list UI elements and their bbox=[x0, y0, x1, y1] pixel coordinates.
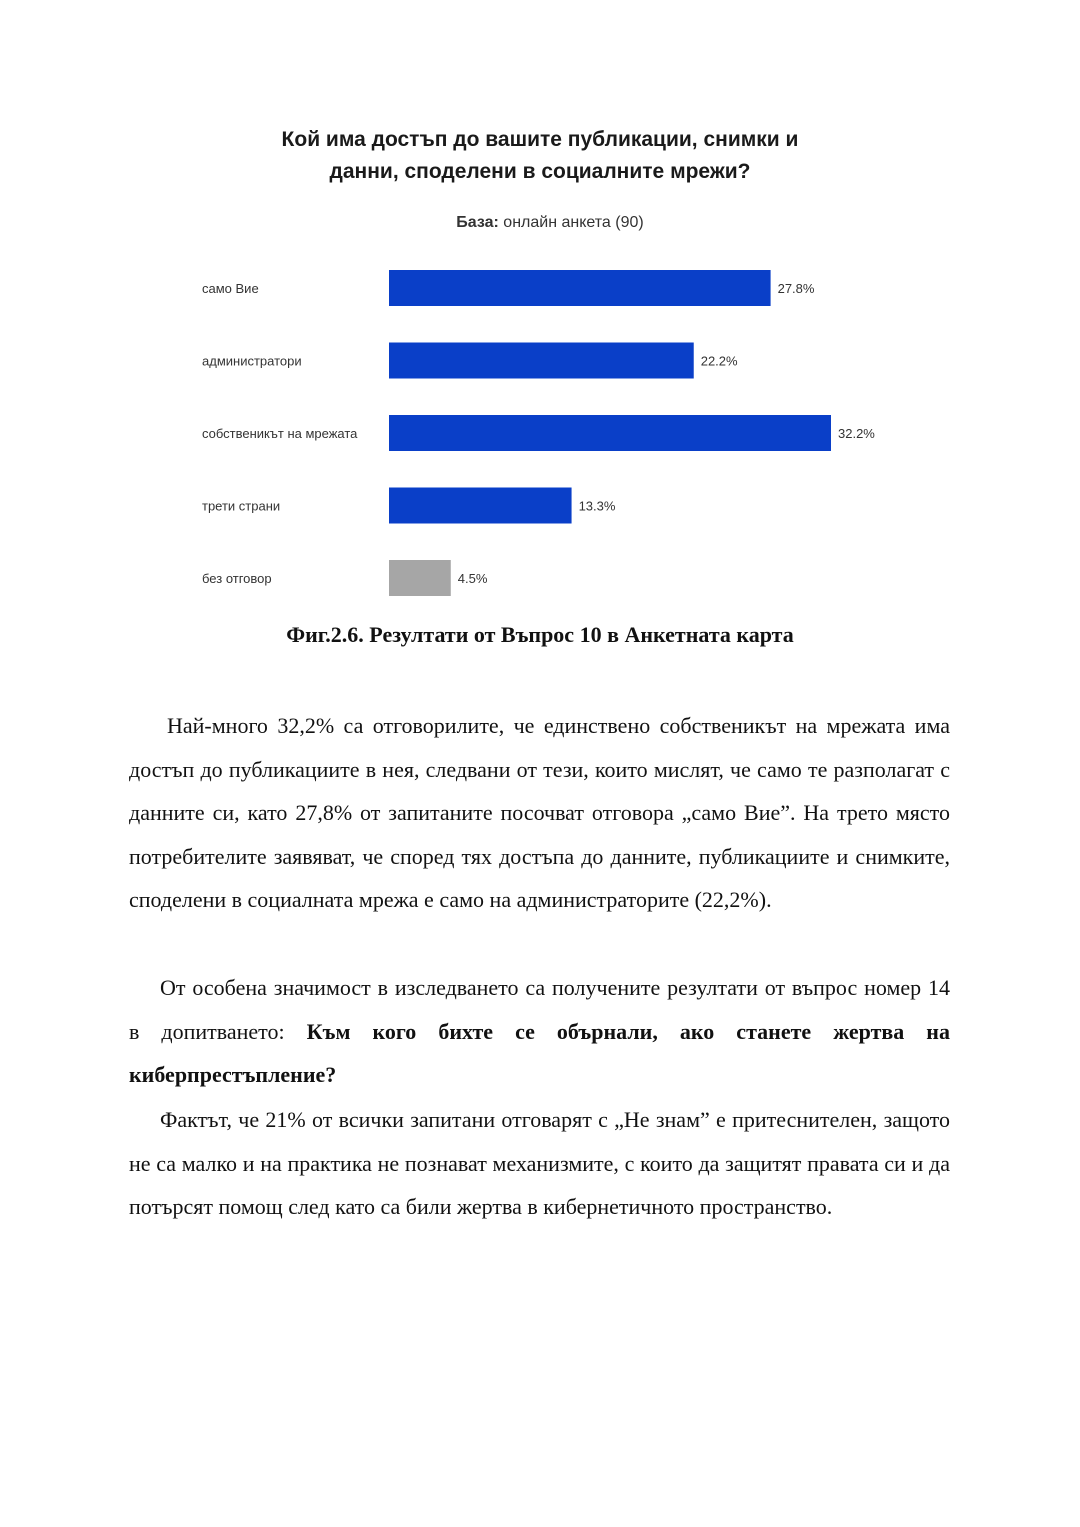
paragraph-2-text: От особена значимост в изследването са получените резултати от въпрос номер 14 в допитването: bbox=[129, 975, 950, 1044]
chart-title-line-2: данни, споделени в социалните мрежи? bbox=[329, 160, 751, 183]
chart-subtitle-key: База: bbox=[456, 214, 499, 231]
category-label: само Вие bbox=[202, 281, 259, 296]
chart-title-line-1: Кой има достъп до вашите публикации, снимки и bbox=[281, 128, 799, 151]
value-label: 27.8% bbox=[777, 281, 815, 296]
figure-caption: Фиг.2.6. Резултати от Въпрос 10 в Анкетната карта bbox=[286, 622, 794, 647]
paragraph-1: Най-много 32,2% са отговорилите, че единствено собственикът на мрежата има достъп до публикациите в нея, следвани от тези, които мислят, че само те разполагат с данните си, като 27,8% от запитаните посочват отговора „само Вие”. На трето място потребителите заявяват, че според тях достъпа до данните, публикациите и снимките, споделени в социалната мрежа е само на администраторите (22,2%). bbox=[129, 713, 950, 913]
value-label: 22.2% bbox=[700, 353, 738, 369]
bar-chart bbox=[190, 255, 950, 605]
bar bbox=[389, 488, 572, 524]
chart-title bbox=[200, 124, 880, 188]
paragraph-2 bbox=[129, 966, 950, 1097]
value-label: 13.3% bbox=[578, 498, 616, 514]
value-label: 32.2% bbox=[838, 426, 875, 441]
bar-chart-svg bbox=[190, 255, 950, 605]
category-label: трети страни bbox=[202, 498, 281, 514]
category-label: администратори bbox=[202, 353, 302, 369]
bar bbox=[389, 560, 451, 596]
chart-subtitle bbox=[300, 214, 800, 232]
category-label: собственикът на мрежата bbox=[202, 426, 358, 441]
chart-subtitle-value: онлайн анкета (90) bbox=[498, 214, 644, 231]
paragraph-2-question: Към кого бихте се обърнали, ако станете жертва на киберпрестъпление? bbox=[129, 1018, 950, 1088]
bar bbox=[389, 343, 694, 379]
bar bbox=[389, 415, 831, 451]
paragraph-3: Фактът, че 21% от всички запитани отговарят с „Не знам” е притеснителен, защото не са малко и на практика не познават механизмите, с които да защитят правата си и да потърсят помощ след като са били жертва в кибернетичното пространство. bbox=[129, 1107, 950, 1220]
value-label: 4.5% bbox=[457, 571, 488, 586]
bar bbox=[389, 270, 771, 306]
category-label: без отговор bbox=[202, 571, 272, 586]
